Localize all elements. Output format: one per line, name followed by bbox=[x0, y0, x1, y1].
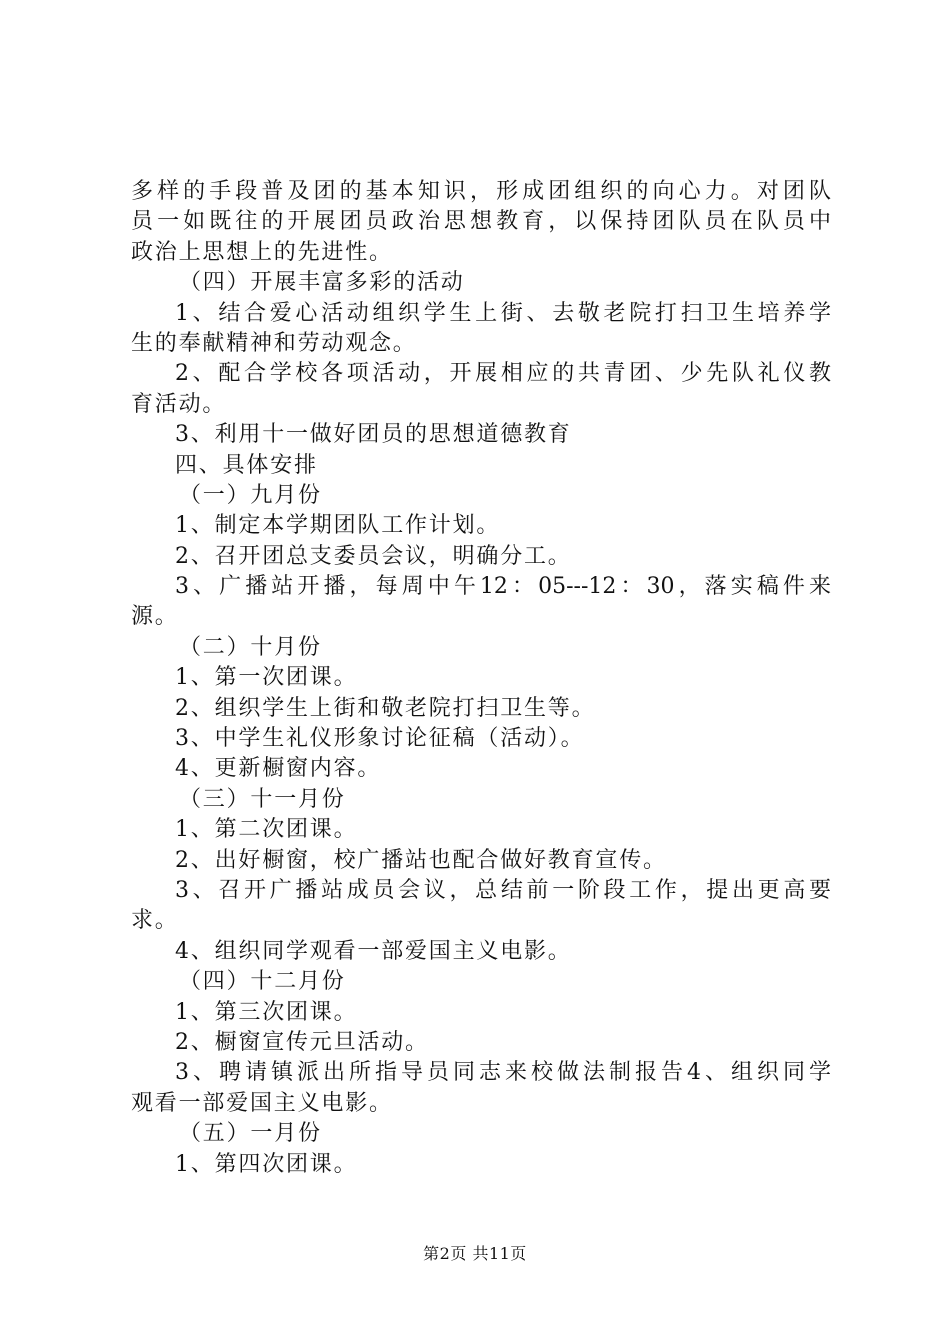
paragraph-line: 政治上思想上的先进性。 bbox=[131, 239, 393, 265]
list-item: 4、更新橱窗内容。 bbox=[175, 756, 382, 782]
subsection-heading: （四）十二月份 bbox=[179, 969, 346, 995]
list-item: 3、利用十一做好团员的思想道德教育 bbox=[175, 422, 572, 448]
section-heading: 四、具体安排 bbox=[175, 452, 318, 478]
list-item: 1、第三次团课。 bbox=[175, 999, 358, 1025]
list-item: 2、组织学生上街和敬老院打扫卫生等。 bbox=[175, 695, 596, 721]
subsection-heading: （一）九月份 bbox=[179, 482, 322, 508]
list-item: 1、制定本学期团队工作计划。 bbox=[175, 513, 501, 539]
list-item: 3、中学生礼仪形象讨论征稿（活动）。 bbox=[175, 726, 585, 752]
paragraph-line: 员一如既往的开展团员政治思想教育，以保持团队员在队员中 bbox=[131, 209, 831, 235]
list-item: 2、橱窗宣传元旦活动。 bbox=[175, 1029, 429, 1055]
list-item: 3、召开广播站成员会议，总结前一阶段工作，提出更高要 bbox=[175, 877, 831, 903]
list-item: 1、第一次团课。 bbox=[175, 665, 358, 691]
list-item: 2、召开团总支委员会议，明确分工。 bbox=[175, 543, 572, 569]
list-item: 2、出好橱窗，校广播站也配合做好教育宣传。 bbox=[175, 847, 667, 873]
paragraph-line: 多样的手段普及团的基本知识，形成团组织的向心力。对团队 bbox=[131, 179, 831, 204]
list-item: 4、组织同学观看一部爱国主义电影。 bbox=[175, 938, 572, 964]
document-body bbox=[131, 177, 831, 1180]
subsection-heading: （二）十月份 bbox=[179, 634, 322, 660]
list-item: 3、聘请镇派出所指导员同志来校做法制报告4、组织同学 bbox=[175, 1060, 831, 1086]
list-item: 1、结合爱心活动组织学生上街、去敬老院打扫卫生培养学 bbox=[175, 300, 831, 326]
subsection-heading: （五）一月份 bbox=[179, 1121, 322, 1147]
paragraph-line: 生的奉献精神和劳动观念。 bbox=[131, 330, 417, 356]
paragraph-line: 源。 bbox=[131, 604, 179, 630]
list-item: 3、广播站开播，每周中午12：05---12：30，落实稿件来 bbox=[175, 574, 831, 600]
paragraph-line: 育活动。 bbox=[131, 391, 227, 417]
subsection-heading: （三）十一月份 bbox=[179, 786, 346, 812]
paragraph-line: 观看一部爱国主义电影。 bbox=[131, 1090, 393, 1116]
list-item: 2、配合学校各项活动，开展相应的共青团、少先队礼仪教 bbox=[175, 361, 831, 387]
list-item: 1、第二次团课。 bbox=[175, 817, 358, 843]
page-footer: 第2页 共11页 bbox=[423, 1244, 527, 1263]
list-item: 1、第四次团课。 bbox=[175, 1151, 358, 1177]
paragraph-line: 求。 bbox=[131, 908, 179, 934]
section-heading: （四）开展丰富多彩的活动 bbox=[179, 270, 465, 296]
